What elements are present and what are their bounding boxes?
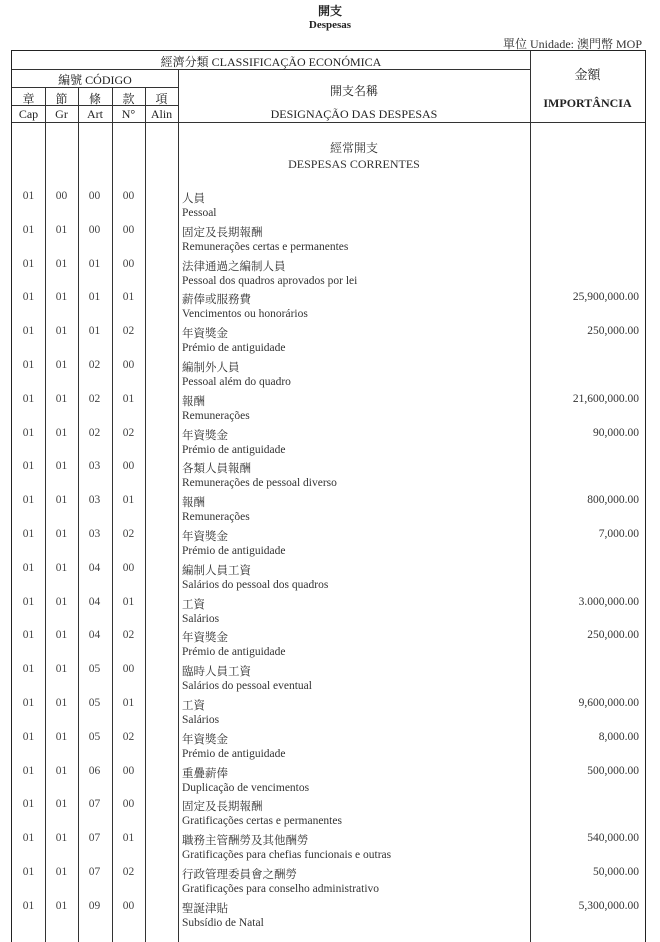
col-n-zh: 款 [122, 92, 135, 106]
gr-code: 01 [55, 494, 68, 507]
cap-code: 01 [22, 392, 35, 405]
amount: 3.000,000.00 [578, 595, 639, 608]
cap-code: 01 [22, 325, 35, 338]
n-code: 02 [122, 629, 135, 642]
art-code: 03 [88, 528, 101, 540]
amount: 25,900,000.00 [572, 291, 639, 304]
art-code: 01 [88, 257, 101, 270]
col-cap-zh: 章 [22, 92, 35, 106]
n-code: 00 [122, 257, 135, 270]
col-cap: Cap [18, 107, 39, 121]
art-code: 02 [88, 426, 101, 439]
designation-pt: Pessoal [182, 206, 217, 219]
gr-code: 01 [55, 325, 68, 338]
cap-code: 01 [22, 798, 35, 811]
gr-code: 01 [55, 528, 68, 540]
cap-code: 01 [22, 528, 35, 540]
n-code: 02 [122, 325, 135, 338]
divider [145, 87, 146, 942]
cap-code: 01 [22, 663, 35, 676]
gr-code: 01 [55, 697, 68, 709]
designation-pt: Remunerações de pessoal diverso [182, 477, 337, 490]
art-code: 04 [88, 561, 101, 574]
designation-zh: 年資獎金 [182, 328, 228, 341]
cap-code: 01 [22, 866, 35, 878]
cap-code: 01 [22, 561, 35, 574]
amount: 21,600,000.00 [572, 392, 639, 405]
designation-pt: Subsídio de Natal [182, 916, 264, 929]
divider [78, 87, 79, 942]
gr-code: 01 [55, 561, 68, 574]
designation-zh: 重疊薪俸 [182, 767, 228, 780]
n-code: 01 [122, 494, 135, 507]
cap-code: 01 [22, 697, 35, 709]
cap-code: 01 [22, 629, 35, 642]
amount-header-pt: IMPORTÂNCIA [543, 96, 632, 110]
cap-code: 01 [22, 595, 35, 608]
n-code: 00 [122, 663, 135, 676]
gr-code: 01 [55, 392, 68, 405]
designation-pt: Salários [182, 612, 220, 625]
cap-code: 01 [22, 899, 35, 912]
gr-code: 01 [55, 764, 68, 777]
designation-zh: 行政管理委員會之酬勞 [182, 869, 297, 881]
col-n: N° [121, 107, 136, 121]
designation-zh: 職務主管酬勞及其他酬勞 [182, 835, 309, 848]
n-code: 01 [122, 697, 135, 709]
amount: 250,000.00 [587, 325, 639, 338]
cap-code: 01 [22, 359, 35, 371]
designation-pt: Pessoal dos quadros aprovados por lei [182, 274, 358, 287]
gr-code: 01 [55, 663, 68, 676]
gr-code: 01 [55, 595, 68, 608]
art-code: 02 [88, 392, 101, 405]
art-code: 05 [88, 730, 101, 743]
art-code: 07 [88, 798, 101, 811]
cap-code: 01 [22, 494, 35, 507]
designation-pt: Pessoal além do quadro [182, 375, 291, 388]
amount: 500,000.00 [587, 764, 639, 777]
gr-code: 01 [55, 798, 68, 811]
n-code: 01 [122, 392, 135, 405]
cap-code: 01 [22, 764, 35, 777]
designation-header-pt: DESIGNAÇÃO DAS DESPESAS [270, 107, 438, 121]
art-code: 00 [88, 223, 101, 236]
gr-code: 01 [55, 629, 68, 642]
designation-zh: 聖誕津貼 [182, 902, 228, 915]
divider [178, 69, 179, 942]
codigo-header: 編號 CÓDIGO [58, 73, 132, 87]
gr-code: 01 [55, 257, 68, 270]
amount: 250,000.00 [587, 629, 639, 642]
n-code: 01 [122, 291, 135, 304]
gr-code: 01 [55, 899, 68, 912]
gr-code: 01 [55, 359, 68, 371]
n-code: 00 [122, 460, 135, 473]
n-code: 00 [122, 899, 135, 912]
cap-code: 01 [22, 832, 35, 845]
art-code: 01 [88, 291, 101, 304]
art-code: 07 [88, 866, 101, 878]
n-code: 00 [122, 223, 135, 236]
designation-zh: 年資獎金 [182, 632, 228, 645]
art-code: 03 [88, 460, 101, 473]
designation-header-zh: 開支名稱 [329, 84, 378, 98]
designation-pt: Prémio de antiguidade [182, 342, 286, 355]
designation-zh: 固定及長期報酬 [182, 226, 263, 239]
amount: 7,000.00 [598, 528, 639, 540]
divider [112, 87, 113, 942]
designation-zh: 各類人員報酬 [182, 463, 251, 476]
col-art-zh: 條 [88, 92, 101, 106]
art-code: 04 [88, 595, 101, 608]
unit-label: 單位 Unidade: 澳門幣 MOP [503, 37, 642, 51]
n-code: 01 [122, 832, 135, 845]
art-code: 01 [88, 325, 101, 338]
gr-code: 01 [55, 223, 68, 236]
designation-pt: Prémio de antiguidade [182, 544, 286, 557]
n-code: 00 [122, 798, 135, 811]
n-code: 02 [122, 730, 135, 743]
cap-code: 01 [22, 426, 35, 439]
art-code: 03 [88, 494, 101, 507]
amount: 50,000.00 [593, 866, 639, 878]
gr-code: 00 [55, 190, 68, 202]
designation-pt: Salários do pessoal dos quadros [182, 578, 329, 591]
gr-code: 01 [55, 730, 68, 743]
divider [12, 122, 645, 123]
designation-zh: 人員 [182, 193, 205, 205]
art-code: 07 [88, 832, 101, 845]
classification-header: 經濟分類 CLASSIFICAÇÃO ECONÓMICA [160, 55, 382, 69]
designation-zh: 薪俸或服務費 [182, 294, 251, 307]
col-alin-zh: 項 [155, 92, 168, 106]
n-code: 00 [122, 764, 135, 777]
cap-code: 01 [22, 291, 35, 304]
designation-pt: Gratificações certas e permanentes [182, 815, 342, 828]
expense-table [11, 50, 646, 942]
designation-zh: 報酬 [182, 395, 205, 408]
designation-pt: Prémio de antiguidade [182, 747, 286, 760]
designation-pt: Salários [182, 713, 220, 726]
n-code: 02 [122, 426, 135, 439]
gr-code: 01 [55, 832, 68, 845]
cap-code: 01 [22, 190, 35, 202]
designation-zh: 編制人員工資 [182, 564, 251, 577]
n-code: 00 [122, 561, 135, 574]
n-code: 00 [122, 359, 135, 371]
designation-zh: 年資獎金 [182, 531, 228, 543]
gr-code: 01 [55, 426, 68, 439]
designation-zh: 臨時人員工資 [182, 666, 251, 679]
designation-pt: Remunerações [182, 511, 250, 524]
divider [45, 87, 46, 942]
designation-pt: Prémio de antiguidade [182, 646, 286, 659]
col-gr: Gr [55, 107, 68, 121]
art-code: 00 [88, 190, 101, 202]
cap-code: 01 [22, 460, 35, 473]
art-code: 04 [88, 629, 101, 642]
section-title-pt: DESPESAS CORRENTES [288, 157, 420, 171]
amount: 800,000.00 [587, 494, 639, 507]
art-code: 02 [88, 359, 101, 371]
amount: 540,000.00 [587, 832, 639, 845]
divider [530, 51, 531, 942]
col-gr-zh: 節 [55, 92, 68, 106]
n-code: 02 [122, 866, 135, 878]
designation-pt: Gratificações para chefias funcionais e outras [182, 849, 392, 862]
gr-code: 01 [55, 866, 68, 878]
amount: 5,300,000.00 [578, 899, 639, 912]
cap-code: 01 [22, 223, 35, 236]
cap-code: 01 [22, 257, 35, 270]
n-code: 01 [122, 595, 135, 608]
title-zh: 開支 [317, 4, 342, 18]
designation-zh: 年資獎金 [182, 733, 228, 746]
gr-code: 01 [55, 291, 68, 304]
section-title-zh: 經常開支 [329, 141, 378, 155]
designation-zh: 工資 [182, 700, 205, 712]
art-code: 05 [88, 697, 101, 709]
designation-zh: 報酬 [182, 497, 205, 510]
designation-pt: Remunerações certas e permanentes [182, 240, 349, 253]
gr-code: 01 [55, 460, 68, 473]
designation-pt: Salários do pessoal eventual [182, 680, 312, 693]
col-alin: Alin [150, 107, 173, 121]
designation-zh: 工資 [182, 598, 205, 611]
designation-pt: Remunerações [182, 409, 250, 422]
designation-pt: Gratificações para conselho administrativo [182, 882, 380, 895]
cap-code: 01 [22, 730, 35, 743]
designation-pt: Duplicação de vencimentos [182, 781, 310, 794]
art-code: 06 [88, 764, 101, 777]
designation-zh: 編制外人員 [182, 362, 240, 374]
amount-header-zh: 金額 [574, 67, 601, 82]
n-code: 00 [122, 190, 135, 202]
n-code: 02 [122, 528, 135, 540]
designation-zh: 年資獎金 [182, 429, 228, 442]
designation-zh: 法律通過之編制人員 [182, 260, 286, 273]
col-art: Art [87, 107, 103, 121]
amount: 9,600,000.00 [578, 697, 639, 709]
amount: 90,000.00 [593, 426, 639, 439]
amount: 8,000.00 [598, 730, 639, 743]
designation-zh: 固定及長期報酬 [182, 801, 263, 814]
art-code: 09 [88, 899, 101, 912]
title-pt: Despesas [308, 19, 352, 31]
designation-pt: Prémio de antiguidade [182, 443, 286, 456]
designation-pt: Vencimentos ou honorários [182, 308, 308, 321]
art-code: 05 [88, 663, 101, 676]
